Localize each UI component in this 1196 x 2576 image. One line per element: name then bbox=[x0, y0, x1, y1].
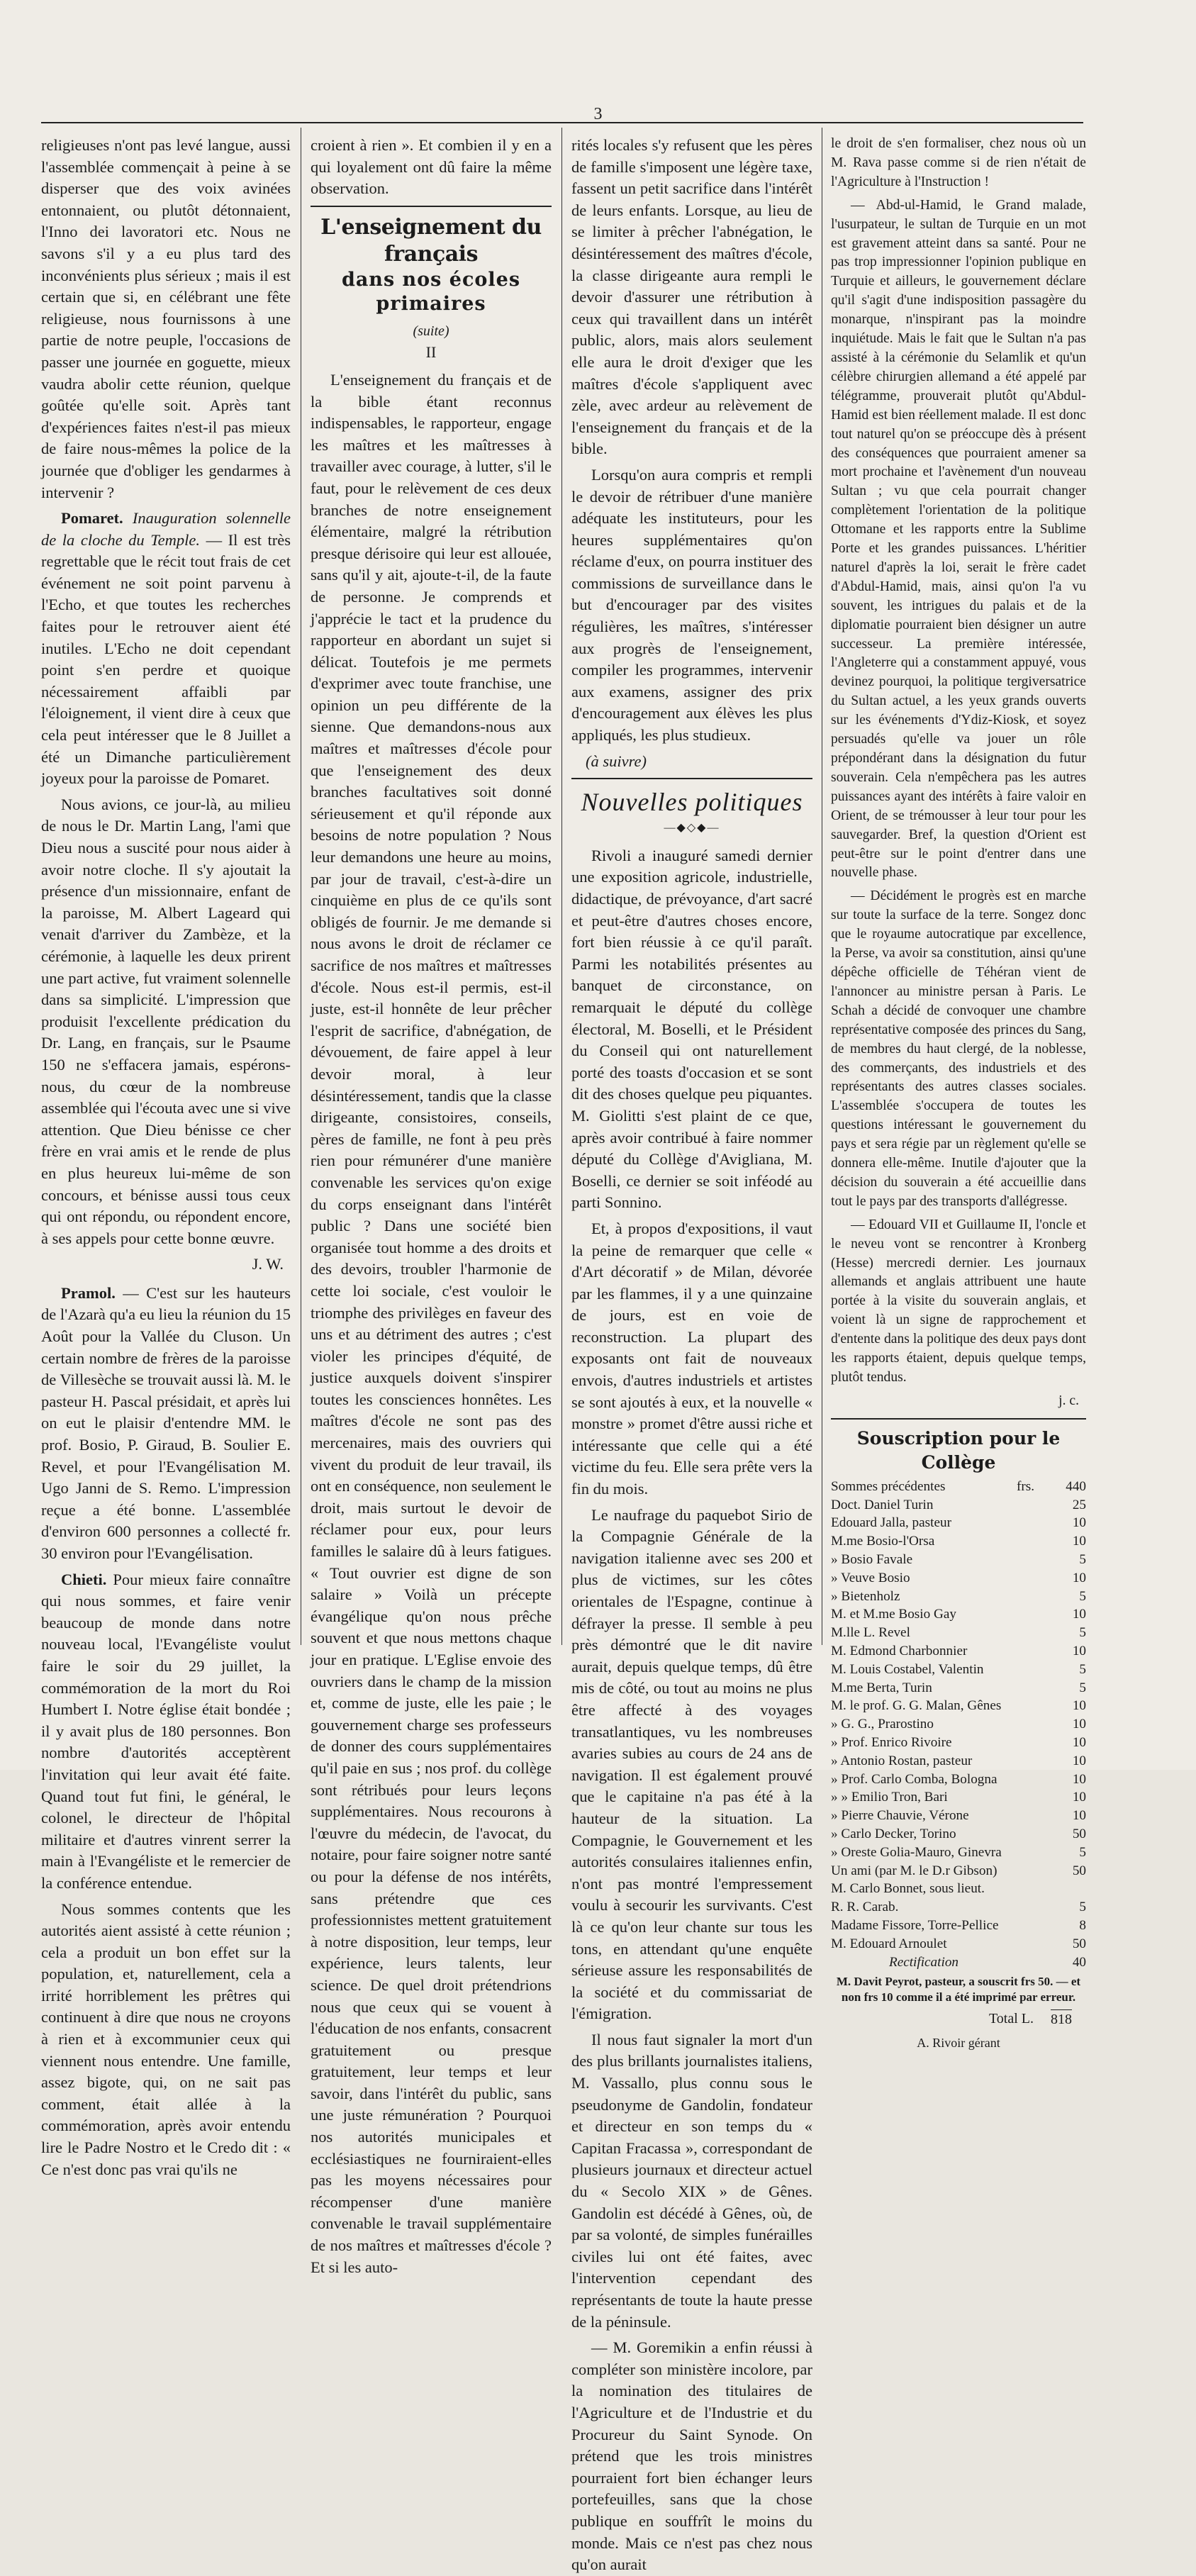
subscriber-name: M.me Bosio-l'Orsa bbox=[831, 1534, 935, 1549]
subscription-row bbox=[831, 1715, 1086, 1734]
currency-prefix bbox=[1017, 1715, 1045, 1734]
subscription-amount: 8 bbox=[1079, 1917, 1086, 1933]
paragraph-pramol bbox=[41, 1283, 291, 1565]
total-label: Total L. bbox=[988, 2011, 1034, 2027]
subscriber-name: R. R. Carab. bbox=[831, 1900, 899, 1915]
currency-prefix bbox=[1017, 1605, 1045, 1624]
subscription-row bbox=[831, 1624, 1086, 1642]
paragraph: Lorsqu'on aura compris et rempli le devoir de rétribuer d'une manière adéquate les instituteurs, pour les heures supplémentaires qu'on réclame d'eux, on pourra instituer des commissions de surveillance dans le but d'encourager par des visites régulières, les maîtres, s'intéresser aux progrès de l'enseignement, compiler les programmes, intervenir aux examens, assigner des prix d'encouragement aux élèves les plus appliqués, les plus studieux. bbox=[571, 465, 812, 745]
currency-prefix bbox=[1017, 1551, 1045, 1569]
subscription-row bbox=[831, 1478, 1086, 1496]
subscription-row bbox=[831, 1917, 1086, 1935]
subtitle: Inauguration solennelle de la cloche du Temple. bbox=[41, 509, 291, 549]
currency-prefix bbox=[1017, 1844, 1045, 1862]
section-rule bbox=[571, 778, 812, 779]
subscription-amount: 5 bbox=[1079, 1552, 1086, 1567]
paragraph: rités locales s'y refusent que les pères de famille s'imposent une légère taxe, fassent un petit sacrifice dans l'intérêt de leurs enfants. Lorsque, au lieu de se limiter à prêcher l'abnégation, le désintéressement des maîtres d'école, la classe dirigeante aura rempli le devoir d'assurer une rétribution à ceux qui travaillent dans un intérêt public, alors, mais alors seulement elle aura le droit d'exiger que les maîtres d'école s'appliquent avec zèle, avec ardeur au relèvement de l'enseignement du français et de la bible. bbox=[571, 136, 812, 458]
subscription-amount: 50 bbox=[1072, 1863, 1086, 1878]
currency-prefix bbox=[1017, 1898, 1045, 1917]
continued-label: (suite) bbox=[413, 323, 449, 339]
subscriber-name: M.me Berta, Turin bbox=[831, 1680, 932, 1695]
article-headline bbox=[311, 214, 552, 316]
subscription-row bbox=[831, 1496, 1086, 1515]
currency-prefix bbox=[1017, 1532, 1045, 1551]
subscription-amount: 10 bbox=[1072, 1515, 1086, 1531]
subscription-row bbox=[831, 1898, 1086, 1917]
paragraph: religieuses n'ont pas levé langue, aussi l'assemblée commençait à peine à se disperser que des voix avinées entonnaient, ou plutôt détonnaient, l'Inno dei lavoratori etc. Nous ne savons s'il y a eu plus tard des inconvénients plus sérieux ; mais il est certain que si, en célébrant une fête religieuse, nous fournissons à une partie de notre peuple, l'occasions de passer une journée en goguette, mieux vaudra abolir cette réunion, quelque goûtée qu'elle soit. Après tant d'expériences faites n'est-il pas mieux de faire nous-mêmes la police de la journée que d'obliger les gendarmes à intervenir ? bbox=[41, 136, 291, 501]
subscription-amount: 5 bbox=[1079, 1661, 1086, 1677]
paragraph: — Décidément le progrès est en marche sur toute la surface de la terre. Songez donc que le royaume autocratique par excellence, la Perse, va avoir sa constitution, ainsi qu'une dépêche officielle de Téhéran vient de l'annoncer au ministre persan à Paris. Le Schah a décidé de convoquer une chambre représentative composée des princes du Sang, de membres du haut clergé, de la noblesse, des commerçants, des industriels et des représentants des autres classes sociales. L'assemblée s'occupera de toutes les questions intéressant le gouvernement du pays et sera régie par un règlement qu'elle se donnera elle-même. Inutile d'ajouter que la décision du souverain a été accueillie dans tout le pays par des transports d'allégresse. bbox=[831, 888, 1086, 1209]
column-1 bbox=[41, 135, 291, 2178]
subscription-row bbox=[831, 1588, 1086, 1606]
subscription-row bbox=[831, 1953, 1086, 1972]
currency-prefix bbox=[1017, 1825, 1045, 1844]
subscription-row bbox=[831, 1862, 1086, 1880]
subscriber-name: » Bosio Favale bbox=[831, 1552, 913, 1567]
subscriber-name: » Bietenholz bbox=[831, 1588, 900, 1604]
subscription-amount bbox=[1045, 1880, 1086, 1898]
paragraph: Il nous faut signaler la mort d'un des plus brillants journalistes italiens, M. Vassallo, plus connu sous le pseudonyme de Gandolin, fondateur et directeur en son temps du « Capitan Fracassa », correspondant de plusieurs journaux et directeur actuel du « Secolo XIX » de Gênes. Gandolin est décédé à Gênes, où, de par sa volonté, de simples funérailles civiles lui ont été faites, avec l'intervention cependant des représentants de toute la haute presse de la péninsule. bbox=[571, 2030, 812, 2331]
subscriber-name: Sommes précédentes bbox=[831, 1478, 946, 1494]
subscriber-name: » Prof. Carlo Comba, Bologna bbox=[831, 1771, 997, 1787]
subscription-amount: 50 bbox=[1072, 1826, 1086, 1841]
subscriber-name: » Carlo Decker, Torino bbox=[831, 1826, 956, 1841]
to-be-continued: (à suivre) bbox=[586, 752, 647, 770]
section-rule bbox=[831, 1418, 1086, 1420]
subscriber-name: M. Louis Costabel, Valentin bbox=[831, 1661, 984, 1677]
subscriber-name: » Veuve Bosio bbox=[831, 1570, 910, 1585]
currency-prefix bbox=[1017, 1917, 1045, 1935]
currency-prefix bbox=[1017, 1514, 1045, 1532]
subscriber-name: Edouard Jalla, pasteur bbox=[831, 1515, 951, 1531]
ornament-divider: —◆◇◆— bbox=[664, 822, 720, 835]
subscriber-name: » Prof. Enrico Rivoire bbox=[831, 1734, 952, 1750]
subscription-row bbox=[831, 1605, 1086, 1624]
subscription-amount: 10 bbox=[1072, 1790, 1086, 1805]
currency-prefix bbox=[1017, 1771, 1045, 1789]
subscription-row bbox=[831, 1825, 1086, 1844]
subscription-amount: 440 bbox=[1066, 1478, 1086, 1494]
currency-prefix bbox=[1017, 1880, 1045, 1898]
place-name: Pomaret. bbox=[61, 509, 123, 528]
subscription-amount: 10 bbox=[1072, 1734, 1086, 1750]
subscription-row bbox=[831, 1569, 1086, 1588]
subscription-amount: 10 bbox=[1072, 1643, 1086, 1658]
subscription-table bbox=[831, 1478, 1086, 1972]
subscription-amount: 5 bbox=[1079, 1588, 1086, 1604]
column-3 bbox=[571, 135, 812, 2574]
subscription-amount: 10 bbox=[1072, 1753, 1086, 1768]
subscription-amount: 10 bbox=[1072, 1570, 1086, 1585]
paragraph: Le naufrage du paquebot Sirio de la Compagnie Générale de la navigation italienne avec ses 200 et plus de victimes, sur les côtes orientales de l'Espagne, continue à défrayer la presse. Il semble à peu près démontré que le dit navire aurait, depuis quelque temps, dû être mis de côté, ou tout au moins ne plus être affecté à des voyages transatlantiques, vu les nombreuses avaries subies au cours de 24 ans de navigation. Il est également prouvé que le capitaine n'a pas été à la hauteur de la situation. La Compagnie, le Gouvernement et les autorités consulaires italiennes enfin, n'ont pas montré l'empressement voulu à secourir les survivants. C'est là ce qu'on leur chante sur tous les tons, en attendant qu'une enquête sérieuse assure les responsabilités de la société et du commissariat de l'émigration. bbox=[571, 1505, 812, 2023]
subscription-row bbox=[831, 1844, 1086, 1862]
subscriber-name: Doct. Daniel Turin bbox=[831, 1497, 934, 1512]
headline-line-1: L'enseignement du français bbox=[320, 214, 542, 267]
paragraph: — Edouard VII et Guillaume II, l'oncle et le neveu vont se rencontrer à Kronberg (Hesse) mercredi dernier. Les journaux allemands et anglais attribuent une haute portée à la visite du souverain anglais, et voient là un signe de rapprochement et d'entente dans la politique des deux pays dont les rapports étaient, depuis quelque temps, plutôt tendus. bbox=[831, 1217, 1086, 1385]
subscription-amount: 50 bbox=[1072, 1936, 1086, 1951]
currency-prefix bbox=[1017, 1624, 1045, 1642]
subscriber-name: Madame Fissore, Torre-Pellice bbox=[831, 1917, 999, 1933]
subscriber-name: M. Edouard Arnoulet bbox=[831, 1936, 947, 1951]
place-name: Pramol. bbox=[61, 1283, 116, 1302]
subscriber-name: » » Emilio Tron, Bari bbox=[831, 1790, 948, 1805]
subscriber-name: » G. G., Prarostino bbox=[831, 1717, 934, 1732]
top-rule bbox=[41, 122, 1083, 123]
total-value: 818 bbox=[1051, 2009, 1072, 2029]
currency-prefix bbox=[1017, 1752, 1045, 1771]
subscription-row bbox=[831, 1880, 1086, 1898]
column-divider bbox=[561, 128, 562, 1645]
section-number: II bbox=[425, 343, 437, 362]
subscription-row bbox=[831, 1807, 1086, 1825]
subscription-row bbox=[831, 1514, 1086, 1532]
subscription-amount: 10 bbox=[1072, 1698, 1086, 1714]
currency-prefix bbox=[1017, 1697, 1045, 1715]
currency-prefix: frs. bbox=[1017, 1478, 1035, 1494]
subscription-headline: Souscription pour le Collège bbox=[856, 1427, 1061, 1473]
subscription-amount: 10 bbox=[1072, 1771, 1086, 1787]
subscription-row bbox=[831, 1642, 1086, 1661]
paragraph: croient à rien ». Et combien il y en a qui loyalement ont dû faire la même observation. bbox=[311, 136, 552, 198]
subscription-amount: 10 bbox=[1072, 1607, 1086, 1622]
subscription-row bbox=[831, 1551, 1086, 1569]
section-headline: Nouvelles politiques bbox=[581, 788, 803, 817]
subscription-row bbox=[831, 1788, 1086, 1807]
paragraph-pomaret bbox=[41, 508, 291, 790]
paragraph-text: — Il est très regrettable que le récit tout frais de cet événement ne soit point parvenu à l'Echo, et que toutes les recherches faites pour le retrouver aient été inutiles. L'Echo ne doit cependant point s'en perdre et quoique nécessairement affaibli par l'éloignement, il vient dire à ceux que cela peut intéresser que le 8 Juillet a été un Dimanche particulièrement joyeux pour la paroisse de Pomaret. bbox=[41, 530, 291, 788]
subscription-row bbox=[831, 1752, 1086, 1771]
subscription-amount: 40 bbox=[1072, 1954, 1086, 1970]
subscription-note: M. Davit Peyrot, pasteur, a souscrit frs 50. — et non frs 10 comme il a été imprimé par erreur. bbox=[836, 1975, 1081, 2005]
subscription-amount: 25 bbox=[1072, 1497, 1086, 1512]
currency-prefix bbox=[1017, 1496, 1045, 1515]
subscription-amount: 10 bbox=[1072, 1534, 1086, 1549]
section-rule bbox=[311, 206, 552, 207]
currency-prefix bbox=[1017, 1661, 1045, 1679]
subscription-amount: 5 bbox=[1079, 1680, 1086, 1695]
subscription-row bbox=[831, 1679, 1086, 1697]
signature: J. W. bbox=[252, 1255, 284, 1273]
paragraph-text: Pour mieux faire connaître qui nous sommes, et faire venir beaucoup de monde dans notre nouveau local, l'Evangéliste voulut faire le soir du 29 juillet, la commémoration de la mort du Roi Humbert I. Notre église était bondée ; il y avait plus de 180 personnes. Bon nombre d'autorités acceptèrent l'invitation qui leur avait été faite. Quand tout fut fini, le général, le colonel, le directeur de l'hôpital militaire et d'autres vinrent serrer la main à l'Evangéliste et le remercier de la conférence entendue. bbox=[41, 1570, 291, 1892]
subscriber-name: » Antonio Rostan, pasteur bbox=[831, 1753, 973, 1768]
subscriber-name: M. Edmond Charbonnier bbox=[831, 1643, 968, 1658]
subscription-row bbox=[831, 1771, 1086, 1789]
column-4 bbox=[831, 135, 1086, 2051]
currency-prefix bbox=[1017, 1679, 1045, 1697]
subscription-amount: 10 bbox=[1072, 1717, 1086, 1732]
subscription-amount: 5 bbox=[1079, 1844, 1086, 1860]
page-number: 3 bbox=[593, 105, 603, 123]
currency-prefix bbox=[1017, 1788, 1045, 1807]
currency-prefix bbox=[1017, 1569, 1045, 1588]
subscriber-name: Rectification bbox=[888, 1954, 959, 1970]
subscriber-name: M. Carlo Bonnet, sous lieut. bbox=[831, 1881, 985, 1897]
subscription-row bbox=[831, 1697, 1086, 1715]
currency-prefix bbox=[1017, 1642, 1045, 1661]
paragraph: Nous sommes contents que les autorités aient assisté à cette réunion ; cela a produit un bon effet sur la population, et, naturellement, cela a irrité horriblement les prêtres qui continuent à dire que nous ne croyons à rien et à excommunier ceux qui viennent nous entendre. Une famille, assez bigote, qui, on ne sait pas comment, était allée à la commémoration, après avoir entendu lire le Padre Nostro et le Credo dit : « Ce n'est donc pas vrai qu'ils ne bbox=[41, 1900, 291, 2178]
subscriber-name: M. et M.me Bosio Gay bbox=[831, 1607, 956, 1622]
currency-prefix bbox=[1017, 1807, 1045, 1825]
paragraph: — Abd-ul-Hamid, le Grand malade, l'usurpateur, le sultan de Turquie en un mot est gravement atteint dans sa santé. Pour ne pas trop impressionner l'opinion publique en Turquie et ailleurs, le gouvernement déclare qu'il s'agit d'une indisposition passagère du monarque, n'inspirant pas la moindre inquiétude. Mais le fait que le Sultan n'a pas assisté à la cérémonie du Selamlik et qu'un célèbre chirurgien allemand a été appelé par télégramme, prouverait plutôt qu'Abdul-Hamid est bien réellement malade. Il est donc tout naturel qu'on se préoccupe dès à présent des conséquences que pourraient amener sa mort prochaine et l'avènement d'un nouveau Sultan ; vu que cela pourrait changer complètement l'orientation de la politique Ottomane et les rapports entre la Sublime Porte et les grandes puissances. L'héritier naturel d'après la loi, serait le frère cadet d'Abdul-Hamid, mais, ainsi qu'on l'a vu souvent, les intrigues du palais et de la diplomatie pourraient bien désigner un autre successeur. La première intéressée, l'Angleterre qui a constamment appuyé, vous devinez pourquoi, la politique tergiversatrice du Sultan actuel, a les yeux grands ouverts sur les événements d'Ydiz-Kiosk, et soyez persuadés qu'elle va jouer un rôle prépondérant dans la désignation du futur souverain. Cela n'empêchera pas les autres puissances ayant des intérêts à faire valoir en Orient, de se trémousser à leur tour pour les sauvegarder. Bref, la question d'Orient est peut-être sur le point d'entrer dans une nouvelle phase. bbox=[831, 197, 1086, 881]
paragraph: L'enseignement du français et de la bible étant reconnus indispensables, le rapporteur, engage les maîtres et les maîtresses à travailler avec courage, à lutter, s'il le faut, pour le relèvement de ces deux branches de notre enseignement élémentaire, malgré la rétribution presque dérisoire qui leur est allouée, sans qu'il y ait, ajoute-t-il, de la faute de personne. Je comprends et j'apprécie le tact et la prudence du rapporteur en abordant un sujet si délicat. Toutefois je me permets d'exprimer avec toute franchise, une opinion un peu différente de la sienne. Que demandons-nous aux maîtres et maîtresses d'école pour que l'enseignement des deux branches facultatives soit donné sérieusement et qu'il réponde aux besoins de notre population ? Nous leur demandons une heure au moins, par jour de travail, c'est-à-dire un cinquième en plus de ce qu'ils sont obligés de fournir. Je me demande si nous avons le droit de réclamer ce sacrifice de nos maîtres et maîtresses d'école. Nous est-il permis, est-il juste, est-il honnête de leur prêcher l'esprit de sacrifice, d'abnégation, de dévouement, de faire appel à leur devoir moral, à leur désintéressement, tandis que la classe dirigeante, consistoires, conseils, pères de famille, ne font à peu près rien pour rémunérer d'une manière convenable les services qu'on exige du corps enseignant dans l'intérêt public ? Dans une société bien organisée tout homme a des droits et des devoirs, troubler l'harmonie de cette loi sociale, c'est vouloir le triomphe des privilèges en faveur des uns et au détriment des autres ; c'est violer les principes d'équité, de justice auxquels doivent s'inspirer toutes les consciences honnêtes. Les maîtres d'école ne sont pas des mercenaires, mais des ouvriers qui vivent du produit de leur travail, ils ont en conséquence, non seulement le droit, mais surtout le devoir de réclamer pour eux, pour leurs familles le salaire dû à leurs fatigues. « Tout ouvrier est digne de son salaire » Voilà un précepte évangélique qu'on nous prêche souvent et que nous mettons chaque jour en pratique. L'Eglise envoie des ouvriers dans le champ de la mission et, comme de juste, elle les paie ; le gouvernement charge ses professeurs de donner des cours supplémentaires qu'il paie en sus ; nos prof. du collège sont rétribués pour leurs leçons supplémentaires. Nous recourons à l'œuvre du médecin, de l'avocat, du notaire, pour faire soigner notre santé ou pour la défense de nos intérêts, sans prétendre que ces professionnistes mettent gratuitement à notre disposition, leur temps, leur expérience, leurs talents, leur science. De quel droit prétendrions nous que ceux qui se vouent à l'éducation de nos enfants, consacrent gratuitement ou presque gratuitement, leur temps et leur savoir, dans l'intérêt du public, sans une juste rémunération ? Pourquoi nos autorités municipales et ecclésiastiques ne fourniraient-elles pas les moyens nécessaires pour récompenser d'une manière convenable le travail supplémentaire de nos maîtres et maîtresses d'école ? Et si les auto- bbox=[311, 370, 552, 2276]
paragraph: Rivoli a inauguré samedi dernier une exposition agricole, industrielle, didactique, de prévoyance, d'art sacré et peut-être d'autres choses encore, fort bien réussie à ce qu'il paraît. Parmi les notabilités présentes au banquet de circonstance, on remarquait le député du collège électoral, M. Boselli, et le Président du Conseil qui ont naturellement porté des toasts d'occasion et se sont dit des choses quelque peu piquantes. M. Giolitti s'est plaint de ce que, après avoir contribué à faire nommer député du Collège d'Avigliana, M. Boselli, ce dernier se soit inféodé au parti Sonnino. bbox=[571, 846, 812, 1212]
paragraph: Et, à propos d'expositions, il vaut la peine de remarquer que celle « d'Art décoratif » de Milan, dévorée par les flammes, il y a une quinzaine de jours, est en voie de reconstruction. La plupart des exposants ont fait de nouveaux envois, d'autres industriels et artistes se sont ajoutés à eux, et la nouvelle « monstre » promet d'être aussi riche et intéressante que celle qui a été victime du feu. Elle sera prête vers la fin du mois. bbox=[571, 1219, 812, 1498]
subscription-row bbox=[831, 1532, 1086, 1551]
currency-prefix bbox=[1017, 1734, 1045, 1752]
manager-signature: A. Rivoir gérant bbox=[917, 2036, 1000, 2051]
subscription-row bbox=[831, 1734, 1086, 1752]
subscriber-name: M. le prof. G. G. Malan, Gênes bbox=[831, 1698, 1002, 1714]
subscription-amount: 5 bbox=[1079, 1625, 1086, 1641]
paragraph: Nous avions, ce jour-là, au milieu de nous le Dr. Martin Lang, l'ami que Dieu nous a suscité pour nous aider à avoir notre cloche. Il s'y ajoutait la présence d'un missionnaire, enfant de la paroisse, M. Albert Lageard qui venait d'arriver du Zambèze, et la cérémonie, à laquelle les deux prirent une part active, fut vraiment solennelle dans sa simplicité. L'impression que produisit l'excellente prédication du Dr. Lang, en français, sur le Psaume 150 ne s'effacera jamais, espérons-nous, du cœur de la nombreuse assemblée qui l'écouta avec une si vive attention. Que Dieu bénisse ce cher frère en vrai amis et le rende de plus en plus heureux lui-même de son concours, et bénisse aussi tous ceux qui ont répondu, ou répondent encore, à ses appels pour cette bonne œuvre. bbox=[41, 795, 291, 1247]
subscriber-name: » Oreste Golia-Mauro, Ginevra bbox=[831, 1844, 1002, 1860]
column-2 bbox=[311, 135, 552, 2276]
paragraph-chieti bbox=[41, 1569, 291, 1895]
place-name: Chieti. bbox=[61, 1570, 107, 1588]
currency-prefix bbox=[1017, 1588, 1045, 1606]
currency-prefix bbox=[1017, 1862, 1045, 1880]
signature: j. c. bbox=[1058, 1393, 1079, 1408]
currency-prefix bbox=[1017, 1953, 1045, 1972]
paragraph-text: — C'est sur les hauteurs de l'Azarà qu'a eu lieu la réunion du 15 Août pour la Vallée du Cluson. Un certain nombre de frères de la paroisse de Villesèche se trouvait aussi là. M. le pasteur H. Pascal présidait, et après lui on eut le plaisir d'entendre MM. le prof. Bosio, P. Giraud, B. Soulier E. Revel, et pour l'Evangélisation M. Ugo Janni de S. Remo. L'impression reçue a été bonne. L'assemblée d'environ 600 personnes a collecté fr. 30 environ pour l'Evangélisation. bbox=[41, 1283, 291, 1562]
currency-prefix bbox=[1017, 1935, 1045, 1953]
paragraph: — M. Goremikin a enfin réussi à compléter son ministère incolore, par la nomination des titulaires de l'Agriculture et de l'Industrie et du Procureur du Saint Synode. On prétend que les trois ministres pourraient fort bien échanger leurs portefeuilles, sans que la chose publique en souffrît le moins du monde. Mais ce n'est pas chez nous qu'on aurait bbox=[571, 2338, 812, 2574]
subscription-row bbox=[831, 1935, 1086, 1953]
subscription-amount: 10 bbox=[1072, 1808, 1086, 1824]
subscription-total bbox=[831, 2009, 1086, 2029]
subscriber-name: » Pierre Chauvie, Vérone bbox=[831, 1808, 969, 1824]
subscription-row bbox=[831, 1661, 1086, 1679]
subscriber-name: Un ami (par M. le D.r Gibson) bbox=[831, 1863, 997, 1878]
subscriber-name: M.lle L. Revel bbox=[831, 1625, 910, 1641]
headline-line-2: dans nos écoles primaires bbox=[341, 268, 521, 315]
subscription-amount: 5 bbox=[1079, 1900, 1086, 1915]
paragraph: le droit de s'en formaliser, chez nous où un M. Rava passe comme si de rien n'était de l'Agriculture à l'Instruction ! bbox=[831, 136, 1086, 189]
